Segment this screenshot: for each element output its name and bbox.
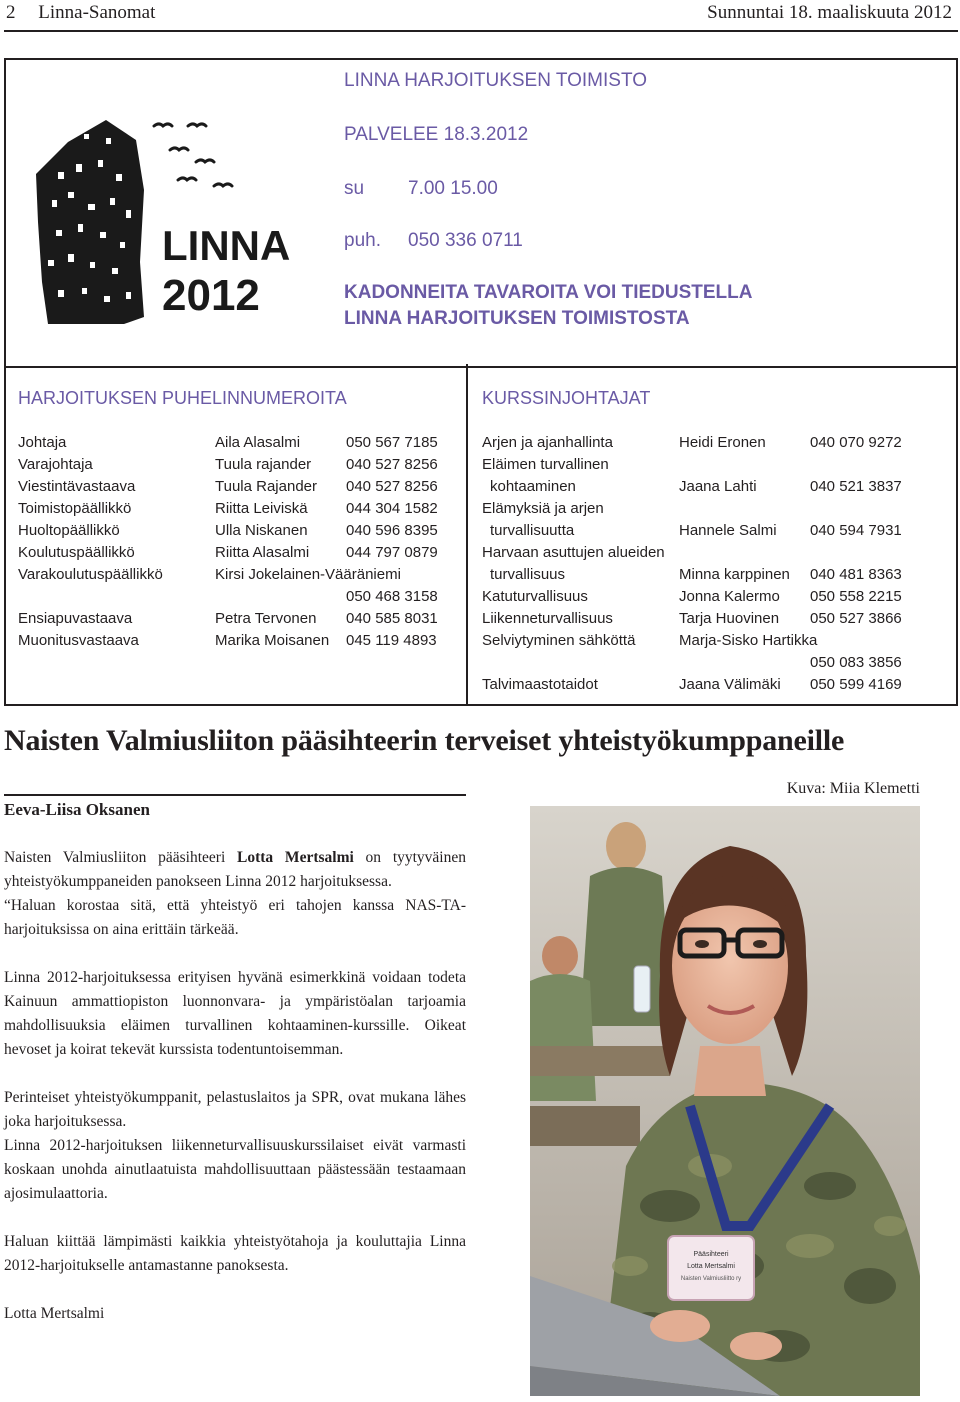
phones-phone: 050 567 7185	[346, 434, 438, 451]
courses-course: Elämyksiä ja arjen	[482, 500, 604, 517]
phones-phone: 044 304 1582	[346, 500, 438, 517]
phones-name: Ulla Niskanen	[215, 522, 308, 539]
phones-phone: 040 527 8256	[346, 456, 438, 473]
paragraph-2: “Haluan korostaa sitä, että yhteistyö eri tahojen kanssa NAS-TA-harjoituksissa on aina erittäin tärkeää.	[4, 897, 466, 938]
phones-name: Kirsi Jokelainen-Vääräniemi	[215, 566, 401, 583]
phones-name: Tuula rajander	[215, 456, 312, 473]
courses-name: Marja-Sisko Hartikka	[679, 632, 818, 649]
portrait-image	[530, 806, 920, 1396]
phones-phone: 040 527 8256	[346, 478, 438, 495]
logo-text-year: 2012	[162, 271, 260, 320]
courses-course: Katuturvallisuus	[482, 588, 588, 605]
logo-text-linna: LINNA	[162, 222, 291, 269]
courses-phone: 050 083 3856	[810, 654, 902, 671]
photo-caption: Kuva: Miia Klemetti	[786, 780, 920, 797]
courses-course: Liikenneturvallisuus	[482, 610, 613, 627]
linna-logo-image	[28, 112, 291, 332]
phones-phone: 050 468 3158	[346, 588, 438, 605]
paragraph-6: Haluan kiittää lämpimästi kaikkia yhteistyötahoja ja kouluttajia Linna 2012-harjoitukselle antamastanne panoksesta.	[4, 1233, 466, 1274]
badge-line3: Naisten Valmiusliitto ry	[680, 1276, 742, 1282]
paragraph-1: Naisten Valmiusliiton pääsihteeri Lotta Mertsalmi on tyytyväinen yhteistyökumppaneiden panokseen Linna 2012 harjoituksessa.	[4, 849, 466, 890]
office-title: LINNA HARJOITUKSEN TOIMISTO	[344, 70, 648, 91]
badge-line2: Lotta Mertsalmi	[687, 1263, 735, 1270]
phones-title: HARJOITUKSEN PUHELINNUMEROITA	[18, 388, 347, 408]
phones-name: Aila Alasalmi	[215, 434, 301, 451]
person-name: Lotta Mertsalmi	[237, 849, 354, 866]
phones-role: Toimistopäällikkö	[18, 500, 132, 517]
phones-phone: 040 585 8031	[346, 610, 438, 627]
phones-name: Marika Moisanen	[215, 632, 330, 649]
issue-date: Sunnuntai 18. maaliskuuta 2012	[707, 2, 952, 23]
phones-name: Petra Tervonen	[215, 610, 317, 627]
phones-name: Riitta Alasalmi	[215, 544, 310, 561]
courses-course: Talvimaastotaidot	[482, 676, 598, 693]
contacts-box	[4, 364, 958, 706]
office-phone-label: puh.	[344, 230, 381, 251]
courses-phone: 040 481 8363	[810, 566, 902, 583]
phones-phone: 040 596 8395	[346, 522, 438, 539]
author-rule	[4, 794, 466, 796]
phones-phone: 044 797 0879	[346, 544, 438, 561]
courses-name: Jaana Välimäki	[679, 676, 781, 693]
paper-name: Linna-Sanomat	[38, 2, 156, 23]
office-day: su	[344, 178, 365, 199]
office-serves: PALVELEE 18.3.2012	[344, 124, 529, 145]
signature: Lotta Mertsalmi	[4, 1305, 105, 1322]
paragraph-5: Linna 2012-harjoituksen liikenneturvallisuuskurssilaiset eivät varmasti koskaan unohda ainutlaatuista mahdollisuuttaan päästessään testaamaan ajosimulaattoria.	[4, 1137, 466, 1202]
lost-items-line1: KADONNEITA TAVAROITA VOI TIEDUSTELLA	[344, 282, 753, 303]
courses-name: Tarja Huovinen	[679, 610, 780, 627]
phones-role: Ensiapuvastaava	[18, 610, 133, 627]
phones-role: Varakoulutuspäällikkö	[18, 566, 163, 583]
office-time: 7.00 15.00	[408, 178, 498, 199]
page-header	[0, 0, 960, 30]
courses-name: Jonna Kalermo	[679, 588, 780, 605]
courses-course: Selviytyminen sähköttä	[482, 632, 636, 649]
courses-name: Heidi Eronen	[679, 434, 766, 451]
phones-role: Viestintävastaava	[18, 478, 136, 495]
phones-phone: 045 119 4893	[346, 632, 437, 649]
courses-course: turvallisuutta	[490, 522, 575, 539]
courses-phone: 050 527 3866	[810, 610, 902, 627]
courses-name: Minna karppinen	[679, 566, 790, 583]
courses-course: Arjen ja ajanhallinta	[482, 434, 613, 451]
phones-role: Huoltopäällikkö	[18, 522, 120, 539]
courses-phone: 040 594 7931	[810, 522, 902, 539]
courses-phone: 040 521 3837	[810, 478, 902, 495]
courses-title: KURSSINJOHTAJAT	[482, 388, 651, 408]
office-phone-line	[344, 230, 523, 252]
courses-phone: 050 558 2215	[810, 588, 902, 605]
office-box	[4, 58, 958, 368]
header-rule	[4, 30, 958, 32]
courses-course: Eläimen turvallinen	[482, 456, 609, 473]
column-divider	[466, 364, 468, 704]
courses-phone: 040 070 9272	[810, 434, 902, 451]
phones-name: Tuula Rajander	[215, 478, 318, 495]
badge-line1: Pääsihteeri	[693, 1251, 729, 1258]
office-phone: 050 336 0711	[408, 230, 523, 251]
article-photo	[530, 806, 920, 1396]
courses-course: turvallisuus	[490, 566, 566, 583]
article-author: Eeva-Liisa Oksanen	[4, 800, 150, 819]
lost-items-line2: LINNA HARJOITUKSEN TOIMISTOSTA	[344, 308, 690, 329]
header-left	[6, 2, 155, 24]
phones-role: Varajohtaja	[18, 456, 93, 473]
phones-role: Koulutuspäällikkö	[18, 544, 135, 561]
phones-role: Johtaja	[18, 434, 67, 451]
courses-course: Harvaan asuttujen alueiden	[482, 544, 665, 561]
article-headline: Naisten Valmiusliiton pääsihteerin terveiset yhteistyökumppaneille	[4, 724, 845, 757]
phones-role: Muonitusvastaava	[18, 632, 139, 649]
article-body	[4, 846, 466, 1326]
paragraph-3: Linna 2012-harjoituksessa erityisen hyvänä esimerkkinä voidaan todeta Kainuun ammattiopiston luonnonvara- ja ympäristöalan tarjoamia mahdollisuuksia eläimen turvallinen kohtaaminen-kurssille. Oikeat hevoset ja koirat tekevät kurssista todentuntoisemman.	[4, 969, 466, 1058]
office-hours	[344, 178, 498, 200]
courses-phone: 050 599 4169	[810, 676, 902, 693]
phones-name: Riitta Leiviskä	[215, 500, 308, 517]
courses-name: Hannele Salmi	[679, 522, 777, 539]
courses-name: Jaana Lahti	[679, 478, 757, 495]
paragraph-4: Perinteiset yhteistyökumppanit, pelastuslaitos ja SPR, ovat mukana lähes joka harjoituksessa.	[4, 1089, 466, 1130]
courses-course: kohtaaminen	[490, 478, 576, 495]
page-number: 2	[6, 2, 16, 23]
